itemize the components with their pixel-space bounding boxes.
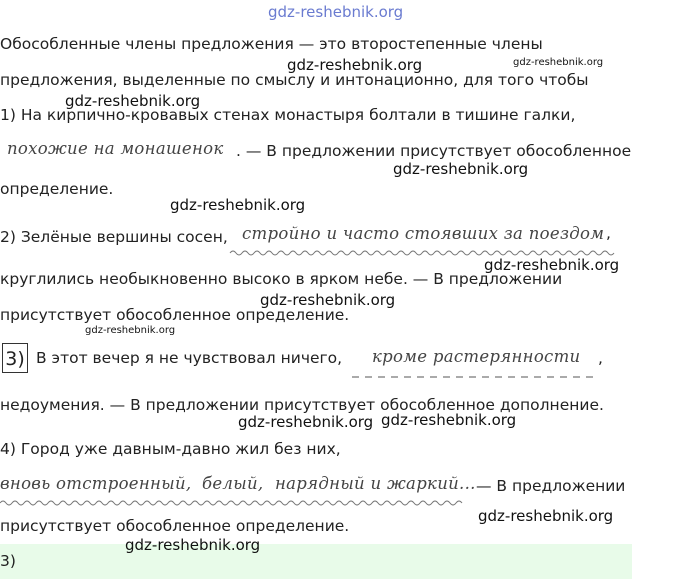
- sentence-3-comma: ,: [598, 349, 603, 367]
- watermark-small: gdz-reshebnik.org: [513, 57, 604, 68]
- sentence-2-comma: ,: [606, 224, 611, 242]
- watermark: gdz-reshebnik.org: [260, 291, 396, 309]
- sentence-1-handwritten: похожие на монашенок: [7, 139, 224, 158]
- answer-highlight: [0, 544, 632, 579]
- sentence-4-handwritten-1: вновь отстроенный,: [0, 474, 192, 493]
- watermark-top: gdz-reshebnik.org: [268, 3, 404, 21]
- watermark: gdz-reshebnik.org: [287, 56, 423, 74]
- answer-number: 3): [0, 552, 16, 570]
- watermark: gdz-reshebnik.org: [170, 196, 306, 214]
- sentence-3-end: недоумения. — В предложении присутствует обособленное дополнение.: [0, 396, 604, 414]
- sentence-3-handwritten: кроме растерянности: [372, 347, 581, 366]
- definition-line-2: предложения, выделенные по смыслу и интонационно, для того чтобы: [0, 71, 589, 89]
- watermark: gdz-reshebnik.org: [393, 160, 529, 178]
- watermark: gdz-reshebnik.org: [484, 256, 620, 274]
- sentence-4-handwritten-2: белый,: [202, 474, 264, 493]
- watermark: gdz-reshebnik.org: [238, 413, 374, 431]
- sentence-4-text: 4) Город уже давным-давно жил без них,: [0, 440, 341, 458]
- sentence-4-end: присутствует обособленное определение.: [0, 517, 350, 535]
- watermark: gdz-reshebnik.org: [478, 507, 614, 525]
- watermark-small: gdz-reshebnik.org: [85, 325, 176, 336]
- wavy-underline: [0, 498, 470, 508]
- watermark: gdz-reshebnik.org: [65, 92, 201, 110]
- sentence-1-end: определение.: [0, 180, 114, 198]
- sentence-2-continued: круглились необыкновенно высоко в ярком небе. — В предложении: [0, 270, 563, 288]
- sentence-1-text: 1) На кирпично-кровавых стенах монастыря болтали в тишине галки,: [0, 106, 576, 124]
- wavy-underline: [230, 248, 615, 258]
- sentence-4-conclusion: — В предложении: [476, 477, 626, 495]
- definition-line-1: Обособленные члены предложения — это второстепенные члены: [0, 35, 543, 53]
- sentence-3-text: В этот вечер я не чувствовал ничего,: [36, 349, 343, 367]
- watermark: gdz-reshebnik.org: [381, 411, 517, 429]
- sentence-2-end: присутствует обособленное определение.: [0, 306, 350, 324]
- watermark: gdz-reshebnik.org: [125, 536, 261, 554]
- sentence-3-number-boxed: 3): [2, 343, 28, 373]
- sentence-4-handwritten-3: нарядный и жаркий...: [275, 474, 476, 493]
- sentence-2-text: 2) Зелёные вершины сосен,: [0, 228, 228, 246]
- dashed-underline: [352, 374, 597, 380]
- sentence-2-handwritten: стройно и часто стоявших за поездом: [242, 224, 605, 243]
- sentence-1-conclusion: . — В предложении присутствует обособленное: [236, 142, 632, 160]
